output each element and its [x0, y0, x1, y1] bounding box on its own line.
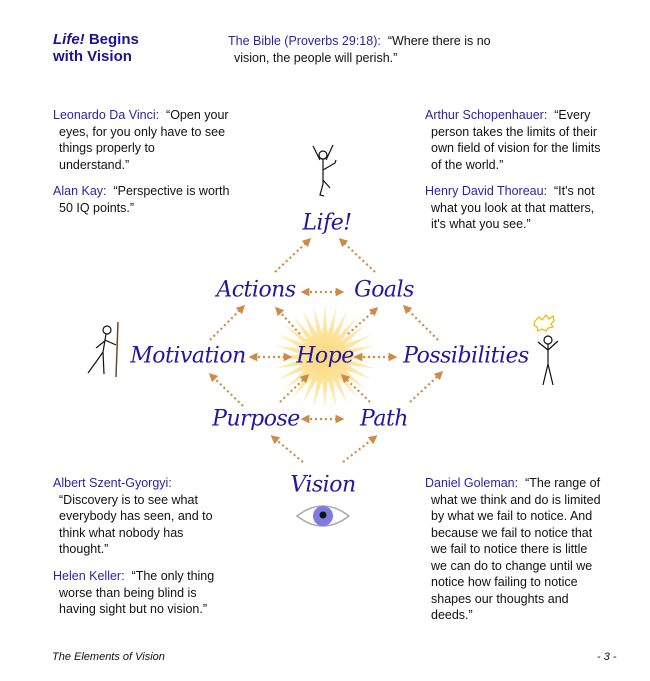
stick-figure-dancing-icon — [313, 145, 336, 196]
dotted-arrow — [410, 374, 440, 402]
quote-line: we can do to change until we — [431, 558, 593, 573]
quote-line: what you look at that matters, — [431, 200, 595, 215]
dotted-arrow — [274, 438, 303, 462]
footer-title: The Elements of Vision — [52, 651, 165, 663]
diagram-purpose: Purpose — [212, 406, 300, 432]
title-line2: with Vision — [53, 48, 132, 65]
quote-author: Arthur Schopenhauer: — [425, 108, 548, 122]
diagram-life: Life! — [302, 210, 352, 236]
quote-author: Daniel Goleman: — [425, 476, 519, 490]
quote-line: everybody has seen, and to — [59, 509, 213, 523]
quote-line: “The range of — [525, 476, 601, 490]
diagram-motivation: Motivation — [130, 343, 246, 369]
quote-line: of the world.” — [431, 157, 504, 172]
quote-line: “It's not — [554, 184, 595, 198]
quote-line: 50 IQ points.” — [59, 200, 135, 215]
dotted-arrow — [344, 377, 370, 402]
quote-line: thought.” — [59, 542, 109, 556]
page-number: - 3 - — [597, 651, 617, 663]
quote-line: own field of vision for the limits — [431, 141, 601, 155]
dotted-arrow — [342, 241, 375, 272]
quote-line: think what nobody has — [59, 525, 184, 540]
quote-author: Alan Kay: — [53, 184, 107, 198]
diagram-goals: Goals — [354, 277, 414, 303]
dotted-arrow — [212, 376, 243, 406]
quote-line: we fail to notice there is little — [431, 542, 588, 556]
quote-author: Helen Keller: — [53, 569, 125, 583]
quote-line: by what we fail to notice. And — [431, 509, 593, 523]
quote-author: Albert Szent-Gyorgyi: — [53, 476, 172, 490]
diagram-path: Path — [360, 406, 408, 432]
title-emphasis: Life! — [53, 31, 85, 48]
quote-author: Henry David Thoreau: — [425, 184, 548, 198]
stick-figure-idea-icon — [534, 315, 558, 385]
quote-line: notice how failing to notice — [431, 575, 578, 589]
quote-line: understand.” — [59, 157, 130, 172]
eye-icon — [297, 506, 349, 526]
diagram-vision: Vision — [290, 472, 356, 498]
quote-line: vision, the people will perish.” — [234, 50, 398, 65]
dotted-arrow — [343, 438, 374, 462]
quote-line: deeds.” — [431, 608, 473, 622]
quote-line: it's what you see.” — [431, 217, 531, 231]
dotted-arrow — [280, 377, 306, 402]
quote-line: having sight but no vision.” — [59, 602, 208, 616]
dotted-arrow — [275, 241, 308, 272]
quote-line: “Discovery is to see what — [59, 492, 198, 507]
quote-line: “Perspective is worth — [113, 184, 230, 198]
quote-author: The Bible (Proverbs 29:18): — [228, 34, 381, 48]
stick-figure-walking-icon — [88, 322, 118, 377]
title-line1: Begins — [84, 31, 139, 48]
quote-line: “The only thing — [131, 569, 215, 583]
quote-author: Leonardo Da Vinci: — [53, 108, 160, 122]
quote-line: worse than being blind is — [59, 585, 197, 600]
quote-line: because we fail to notice that — [431, 525, 593, 540]
diagram-hope: Hope — [296, 343, 354, 369]
quote-line: “Open your — [166, 108, 229, 122]
quote-line: “Every — [554, 108, 591, 122]
dotted-arrow — [406, 308, 438, 340]
diagram-actions: Actions — [216, 277, 296, 303]
quote-line: “Where there is no — [387, 34, 491, 48]
quote-line: eyes, for you only have to see — [59, 124, 226, 139]
quote-line: things properly to — [59, 141, 155, 155]
dotted-arrow — [210, 308, 242, 340]
diagram-possibilities: Possibilities — [403, 343, 529, 369]
quote-line: what we think and do is limited — [431, 492, 601, 507]
quote-line: shapes our thoughts and — [431, 591, 569, 606]
quote-line: person takes the limits of their — [431, 124, 598, 139]
